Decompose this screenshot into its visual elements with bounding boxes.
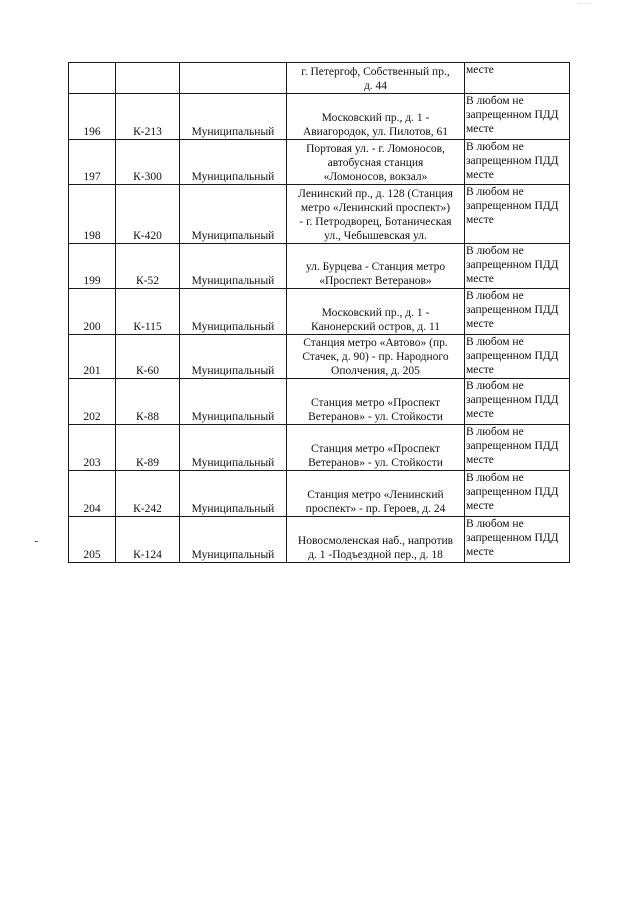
stop-rule-cell	[465, 425, 570, 471]
stop-rule-line: В любом не	[466, 95, 524, 107]
route-path-line: Ветеранов» - ул. Стойкости	[308, 411, 443, 423]
route-path-line: «Ломоносов, вокзал»	[323, 171, 428, 183]
route-code-cell	[116, 63, 180, 94]
route-type-cell: Муниципальный	[180, 471, 287, 517]
route-path-line: д. 1 -Подъездной пер., д. 18	[308, 549, 443, 561]
stop-rule-cell	[465, 94, 570, 140]
stop-rule-line: месте	[466, 364, 494, 376]
route-number-cell: 198	[69, 185, 116, 244]
route-type-cell: Муниципальный	[180, 289, 287, 335]
route-path-line: Московский пр., д. 1 -	[321, 307, 430, 319]
route-number-cell: 202	[69, 379, 116, 425]
route-path-line: Станция метро «Ленинский	[307, 489, 444, 501]
route-path-line: Стачек, д. 90) - пр. Народного	[302, 351, 449, 363]
table-row	[69, 471, 570, 517]
table-row	[69, 335, 570, 379]
route-path-cell	[287, 63, 465, 94]
route-path-cell	[287, 289, 465, 335]
route-type-cell: Муниципальный	[180, 244, 287, 289]
route-number-cell: 197	[69, 140, 116, 185]
stop-rule-line: запрещенном ПДД	[466, 155, 559, 167]
route-path-line: Новосмоленская наб., напротив	[297, 535, 454, 547]
route-type-cell	[180, 63, 287, 94]
route-path-cell	[287, 425, 465, 471]
margin-dot	[35, 541, 38, 542]
route-path-line: г. Петергоф, Собственный пр.,	[301, 66, 450, 78]
route-path-line: Станция метро «Проспект	[310, 443, 440, 455]
stop-rule-line: В любом не	[466, 186, 524, 198]
page-number-mark: ····	[578, 0, 592, 8]
route-code-cell: К-115	[116, 289, 180, 335]
stop-rule-cell	[465, 289, 570, 335]
stop-rule-line: месте	[466, 500, 494, 512]
stop-rule-line: месте	[466, 64, 494, 76]
stop-rule-line: В любом не	[466, 518, 524, 530]
route-path-line: - г. Петродворец, Ботаническая	[299, 216, 452, 228]
stop-rule-line: месте	[466, 214, 494, 226]
table-row	[69, 63, 570, 94]
stop-rule-cell	[465, 140, 570, 185]
route-path-line: Портовая ул. - г. Ломоносов,	[306, 143, 445, 155]
route-type-cell: Муниципальный	[180, 335, 287, 379]
route-code-cell: К-300	[116, 140, 180, 185]
route-number-cell: 200	[69, 289, 116, 335]
route-code-cell: К-213	[116, 94, 180, 140]
route-type-cell: Муниципальный	[180, 425, 287, 471]
route-path-line: «Проспект Ветеранов»	[319, 275, 432, 287]
stop-rule-line: В любом не	[466, 336, 524, 348]
route-path-cell	[287, 517, 465, 563]
route-path-cell	[287, 379, 465, 425]
table-row	[69, 244, 570, 289]
table-row	[69, 379, 570, 425]
stop-rule-line: запрещенном ПДД	[466, 304, 559, 316]
route-path-line: Московский пр., д. 1 -	[321, 112, 430, 124]
stop-rule-line: В любом не	[466, 290, 524, 302]
route-path-line: Канонерский остров, д. 11	[310, 321, 441, 333]
stop-rule-line: месте	[466, 546, 494, 558]
table-row	[69, 289, 570, 335]
route-type-cell: Муниципальный	[180, 517, 287, 563]
stop-rule-line: месте	[466, 454, 494, 466]
stop-rule-cell	[465, 379, 570, 425]
route-path-cell	[287, 335, 465, 379]
stop-rule-cell	[465, 244, 570, 289]
route-code-cell: К-52	[116, 244, 180, 289]
route-path-line: Ленинский пр., д. 128 (Станция	[298, 188, 453, 200]
route-path-line: Станция метро «Проспект	[310, 397, 440, 409]
stop-rule-cell	[465, 185, 570, 244]
route-code-cell: К-89	[116, 425, 180, 471]
stop-rule-line: запрещенном ПДД	[466, 486, 559, 498]
route-path-cell	[287, 244, 465, 289]
route-number-cell	[69, 63, 116, 94]
table-row	[69, 425, 570, 471]
table-row	[69, 94, 570, 140]
route-path-line: Станция метро «Автово» (пр.	[303, 337, 448, 349]
stop-rule-line: В любом не	[466, 426, 524, 438]
route-path-line: Авиагородок, ул. Пилотов, 61	[302, 126, 449, 138]
route-type-cell: Муниципальный	[180, 94, 287, 140]
route-code-cell: К-420	[116, 185, 180, 244]
stop-rule-line: запрещенном ПДД	[466, 200, 559, 212]
route-path-line: ул. Бурцева - Станция метро	[305, 261, 446, 273]
route-type-cell: Муниципальный	[180, 140, 287, 185]
stop-rule-line: месте	[466, 273, 494, 285]
route-path-line: ул., Чебышевская ул.	[324, 230, 427, 242]
route-number-cell: 203	[69, 425, 116, 471]
stop-rule-line: месте	[466, 123, 494, 135]
stop-rule-cell	[465, 471, 570, 517]
route-path-cell	[287, 471, 465, 517]
stop-rule-line: запрещенном ПДД	[466, 259, 559, 271]
stop-rule-line: месте	[466, 408, 494, 420]
route-path-cell	[287, 140, 465, 185]
stop-rule-line: запрещенном ПДД	[466, 532, 559, 544]
route-number-cell: 196	[69, 94, 116, 140]
stop-rule-line: месте	[466, 318, 494, 330]
stop-rule-line: В любом не	[466, 472, 524, 484]
route-type-cell: Муниципальный	[180, 185, 287, 244]
stop-rule-line: месте	[466, 169, 494, 181]
table-row	[69, 140, 570, 185]
stop-rule-line: запрещенном ПДД	[466, 350, 559, 362]
route-number-cell: 199	[69, 244, 116, 289]
route-number-cell: 204	[69, 471, 116, 517]
route-type-cell: Муниципальный	[180, 379, 287, 425]
stop-rule-line: запрещенном ПДД	[466, 394, 559, 406]
stop-rule-cell	[465, 335, 570, 379]
route-number-cell: 205	[69, 517, 116, 563]
route-path-line: метро «Ленинский проспект»)	[300, 202, 451, 214]
stop-rule-line: запрещенном ПДД	[466, 109, 559, 121]
route-path-line: проспект» - пр. Героев, д. 24	[305, 503, 446, 515]
route-number-cell: 201	[69, 335, 116, 379]
stop-rule-cell	[465, 63, 570, 94]
stop-rule-cell	[465, 517, 570, 563]
stop-rule-line: В любом не	[466, 380, 524, 392]
route-path-line: д. 44	[363, 80, 388, 92]
stop-rule-line: В любом не	[466, 141, 524, 153]
routes-table	[68, 62, 570, 563]
table-row	[69, 185, 570, 244]
route-path-line: Ополчения, д. 205	[331, 365, 420, 377]
routes-table-body	[69, 63, 570, 563]
stop-rule-line: В любом не	[466, 245, 524, 257]
route-code-cell: К-242	[116, 471, 180, 517]
route-code-cell: К-60	[116, 335, 180, 379]
route-path-line: автобусная станция	[327, 157, 424, 169]
route-code-cell: К-88	[116, 379, 180, 425]
stop-rule-line: запрещенном ПДД	[466, 440, 559, 452]
route-path-cell	[287, 185, 465, 244]
route-path-cell	[287, 94, 465, 140]
table-row	[69, 517, 570, 563]
route-code-cell: К-124	[116, 517, 180, 563]
route-path-line: Ветеранов» - ул. Стойкости	[308, 457, 443, 469]
